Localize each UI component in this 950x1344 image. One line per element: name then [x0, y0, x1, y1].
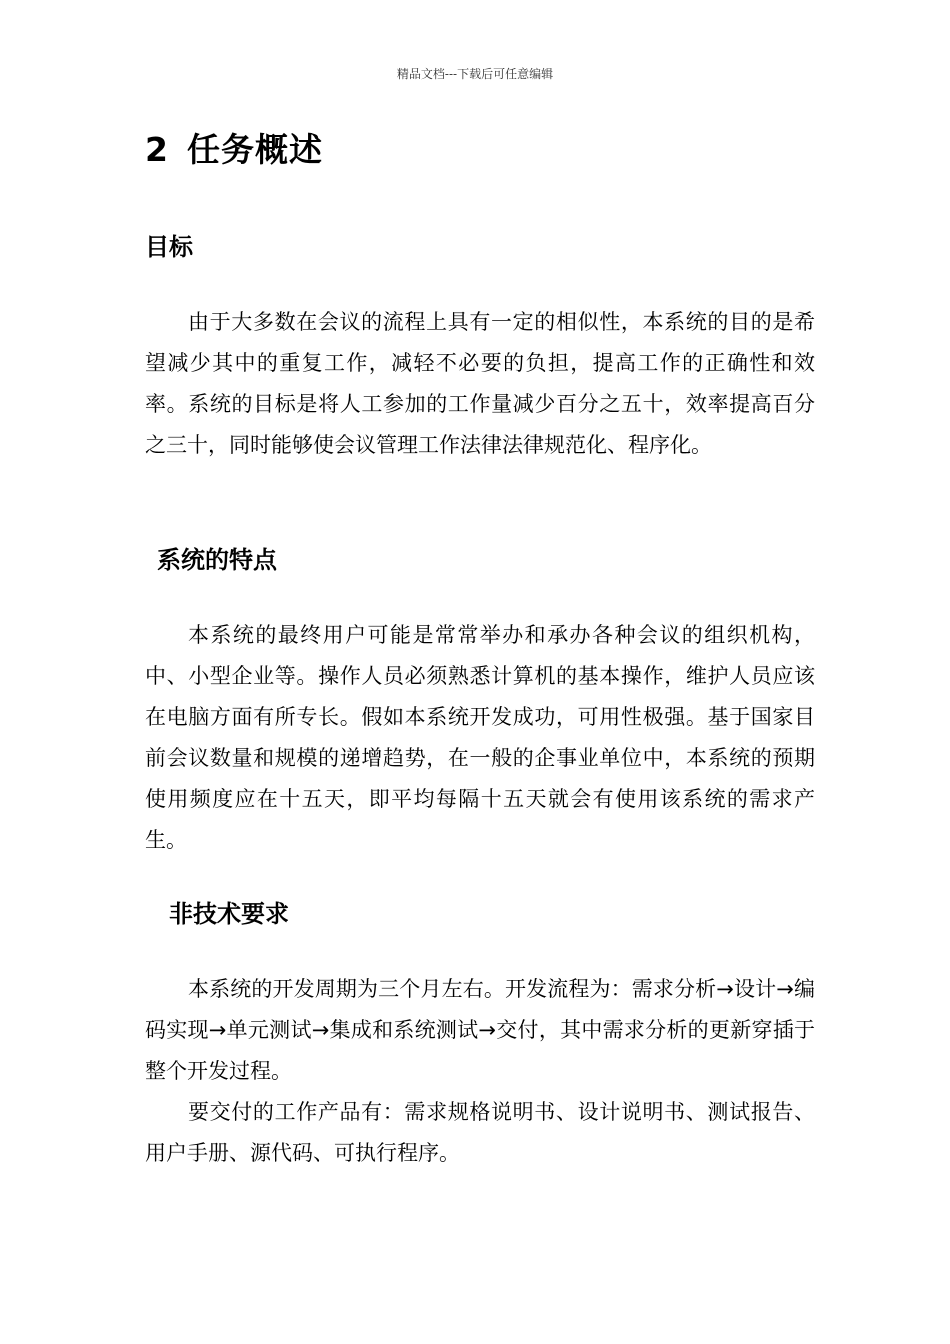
paragraph: 本系统的最终用户可能是常常举办和承办各种会议的组织机构，中、小型企业等。操作人员必须熟悉计算机的基本操作，维护人员应该在电脑方面有所专长。假如本系统开发成功，可用性极强。基于国家目前会议数量和规模的递增趋势，在一般的企事业单位中，本系统的预期使用频度应在十五天，即平均每隔十五天就会有使用该系统的需求产生。	[145, 623, 815, 852]
section-body-nontechnical	[145, 969, 815, 1174]
chapter-title-text: 任务概述	[186, 130, 323, 169]
chapter-number: 2	[145, 130, 169, 169]
header-note: 精品文档---下载后可任意编辑	[396, 67, 554, 81]
section-heading-goal: 目标	[145, 233, 193, 261]
paragraph: 要交付的工作产品有：需求规格说明书、设计说明书、测试报告、用户手册、源代码、可执行程序。	[145, 1100, 815, 1165]
section-body-features	[145, 615, 815, 861]
paragraph: 由于大多数在会议的流程上具有一定的相似性，本系统的目的是希望减少其中的重复工作，减轻不必要的负担，提高工作的正确性和效率。系统的目标是将人工参加的工作量减少百分之五十，效率提高百分之三十，同时能够使会议管理工作法律法律规范化、程序化。	[145, 310, 815, 457]
paragraph: 本系统的开发周期为三个月左右。开发流程为：需求分析→设计→编码实现→单元测试→集成和系统测试→交付，其中需求分析的更新穿插于整个开发过程。	[145, 977, 815, 1083]
chapter-title	[145, 128, 323, 172]
section-heading-nontechnical: 非技术要求	[169, 900, 289, 928]
section-body-goal	[145, 302, 815, 466]
section-heading-features: 系统的特点	[157, 546, 277, 574]
